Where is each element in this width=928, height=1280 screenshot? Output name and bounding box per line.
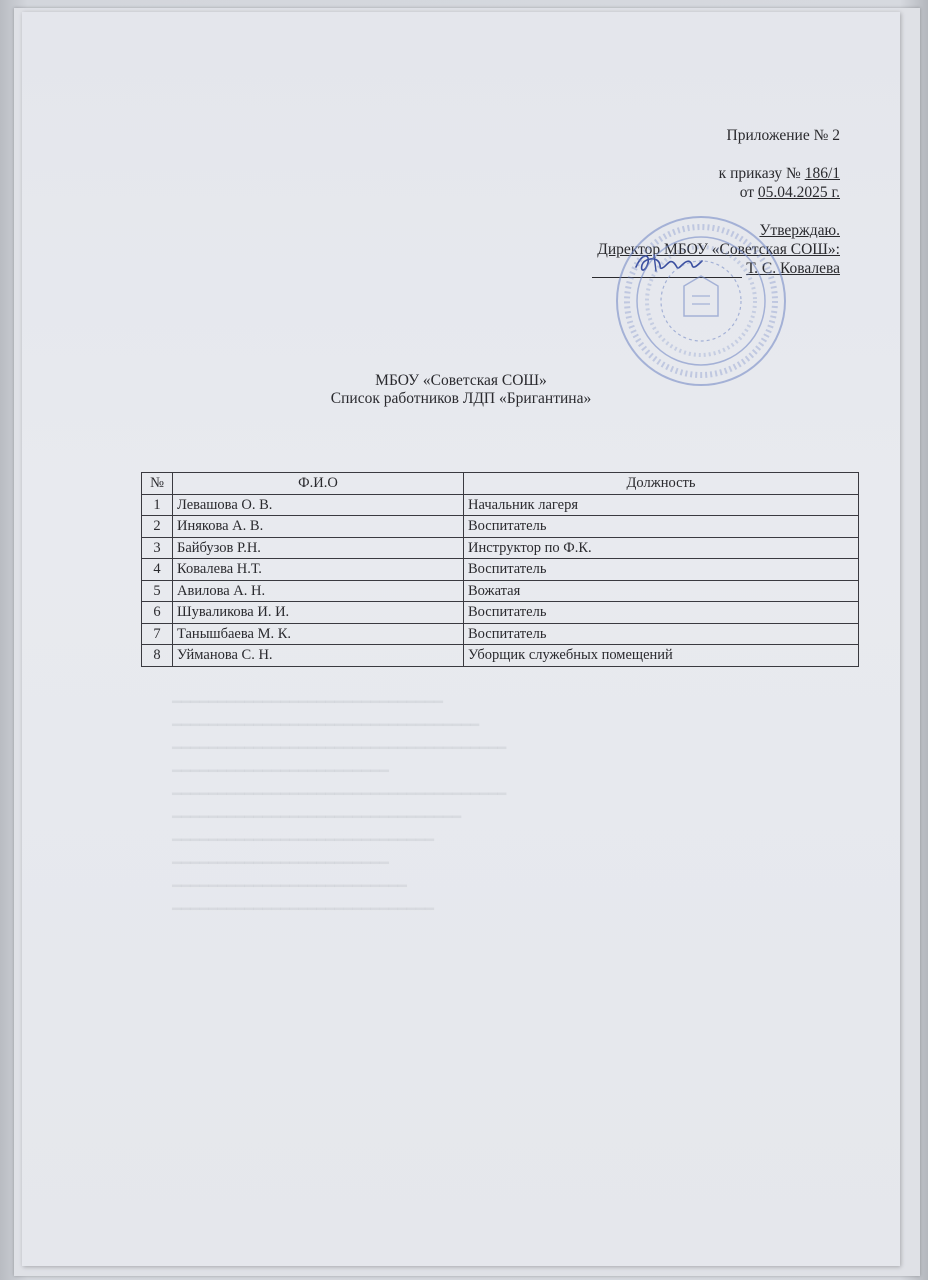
row-name: Левашова О. В. (173, 494, 464, 516)
row-number: 2 (142, 516, 173, 538)
bleed-through-text: ━━━━━━━━━━━━━━━━━━━━━━━━━━━━━━ ━━━━━━━━━━━━━━━━━━━━━━━━━━━━━━━━━━ ━━━━━━━━━━━━━━━━━━━━━━━━━━━━━━━━━━━━━ ━━━━━━━━━━━━━━━━━━━━━━━━ ━━━━━━━━━━━━━━━━━━━━━━━━━━━━━━━━━━━━━ ━━━━━━━━━━━━━━━━━━━━━━━━━━━━━━━━ ━━━━━━━━━━━━━━━━━━━━━━━━━━━━━ ━━━━━━━━━━━━━━━━━━━━━━━━ ━━━━━━━━━━━━━━━━━━━━━━━━━━ ━━━━━━━━━━━━━━━━━━━━━━━━━━━━━ (172, 695, 507, 918)
list-title: Список работников ЛДП «Бригантина» (330, 390, 592, 407)
table-row (142, 559, 859, 581)
table-row (142, 623, 859, 645)
school-stamp-icon (612, 212, 790, 390)
table-row (142, 580, 859, 602)
column-header-number: № (142, 473, 173, 495)
director-title: Директор МБОУ «Советская СОШ»: (597, 241, 840, 258)
row-position: Воспитатель (464, 559, 859, 581)
table-row (142, 602, 859, 624)
director-name: Т. С. Ковалева (746, 260, 840, 277)
order-number: 186/1 (804, 165, 840, 182)
column-header-name: Ф.И.О (173, 473, 464, 495)
approve-label: Утверждаю. (759, 222, 840, 239)
row-number: 1 (142, 494, 173, 516)
order-date: 05.04.2025 г. (757, 184, 840, 201)
table-row (142, 645, 859, 667)
row-name: Шуваликова И. И. (173, 602, 464, 624)
table-row (142, 494, 859, 516)
table-header-row (142, 473, 859, 495)
staff-table (141, 472, 859, 667)
row-name: Инякова А. В. (173, 516, 464, 538)
row-number: 7 (142, 623, 173, 645)
row-position: Воспитатель (464, 602, 859, 624)
row-number: 4 (142, 559, 173, 581)
row-number: 5 (142, 580, 173, 602)
row-position: Уборщик служебных помещений (464, 645, 859, 667)
row-position: Начальник лагеря (464, 494, 859, 516)
date-prefix: от (739, 184, 758, 201)
row-position: Инструктор по Ф.К. (464, 537, 859, 559)
school-name: МБОУ «Советская СОШ» (375, 372, 547, 389)
appendix-label: Приложение № 2 (726, 127, 840, 144)
table-row (142, 537, 859, 559)
row-number: 6 (142, 602, 173, 624)
row-name: Байбузов Р.Н. (173, 537, 464, 559)
document-title (22, 372, 900, 408)
order-prefix: к приказу № (718, 165, 805, 182)
column-header-position: Должность (464, 473, 859, 495)
row-number: 3 (142, 537, 173, 559)
row-position: Вожатая (464, 580, 859, 602)
table-row (142, 516, 859, 538)
row-number: 8 (142, 645, 173, 667)
date-line (592, 183, 840, 202)
row-position: Воспитатель (464, 623, 859, 645)
row-position: Воспитатель (464, 516, 859, 538)
row-name: Авилова А. Н. (173, 580, 464, 602)
row-name: Уйманова С. Н. (173, 645, 464, 667)
row-name: Ковалева Н.Т. (173, 559, 464, 581)
row-name: Танышбаева М. К. (173, 623, 464, 645)
order-line (592, 164, 840, 183)
